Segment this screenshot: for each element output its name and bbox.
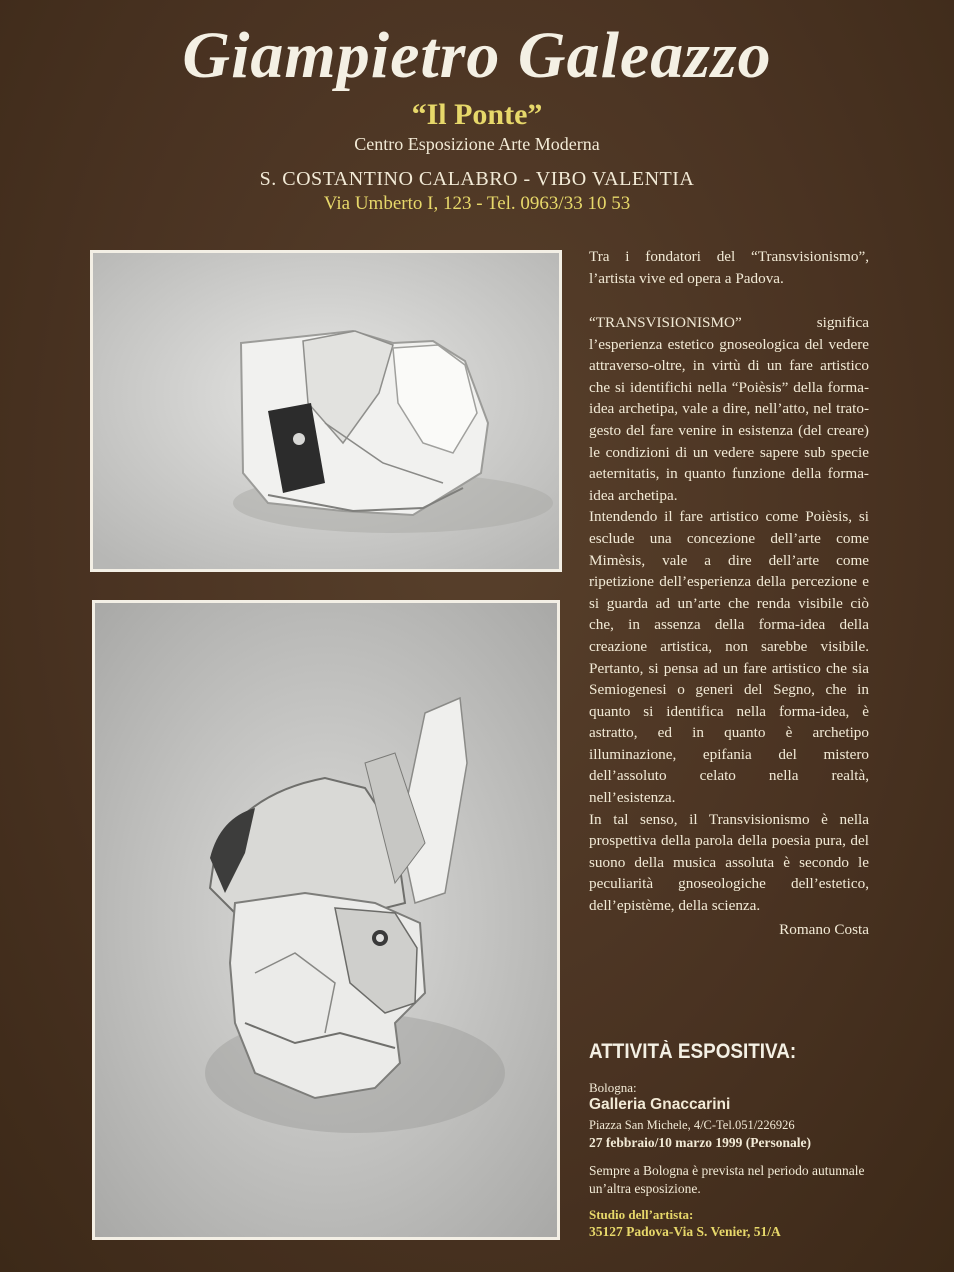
venue-address: Via Umberto I, 123 - Tel. 0963/33 10 53 [323,193,631,214]
exhibition-city: Bologna: [589,1080,637,1095]
studio-label: Studio dell’artista: [589,1207,694,1222]
exhibitions-heading: ATTIVITÀ ESPOSITIVA: [589,1040,797,1063]
artwork-photo-2 [92,600,560,1240]
artist-intro: Tra i fondatori del “Transvisionismo”, l’artista vive ed opera a Padova. [589,248,869,287]
essay-paragraph-1: “TRANSVISIONISMO” significa l’esperienza estetico gnoseologica del vedere attraverso-oltre, in virtù di un fare artistico che si identifichi nella “Poièsis” della forma-idea archetipa, vale a dire, nell’atto, nel trato-gesto del fare venire in esistenza (del creare) le condizioni di un vedere sapere sub specie aeternitatis, in quanto funzione della forma-idea archetipa. [589,314,869,504]
essay-author: Romano Costa [779,920,869,938]
artwork-photo-1 [90,250,562,572]
essay-paragraph-3: In tal senso, il Transvisionismo è nella prospettiva della parola della poesia pura, del suono della musica assoluta è secondo le peculiarità gnoseologiche dell’estetico, dell’epistème, della scienza. [589,810,869,915]
venue-city: S. COSTANTINO CALABRO - VIBO VALENTIA [259,168,695,190]
essay [589,312,869,940]
exhibition-gallery-address: Piazza San Michele, 4/C-Tel.051/226926 [589,1118,795,1132]
venue-subtitle: Centro Esposizione Arte Moderna [354,134,600,154]
exhibition-note: Sempre a Bologna è prevista nel periodo autunnale un’altra esposizione. [589,1163,865,1196]
exhibition-gallery: Galleria Gnaccarini [589,1096,731,1113]
exhibition-dates: 27 febbraio/10 marzo 1999 (Personale) [589,1135,811,1150]
artist-title: Giampietro Galeazzo [182,19,772,92]
venue-name: “Il Ponte” [411,98,543,131]
essay-paragraph-2: Intendendo il fare artistico come Poièsis, si esclude una concezione dell’arte come Mimèsis, vale a dire dell’arte come ripetizione dell’esperienza della percezione e si guarda ad un’arte che renda visibile ciò che, in assenza della forma-idea della creazione artistica, non sarebbe visibile. Pertanto, si pensa ad un fare artistico che sia Semiogenesi o generi del Segno, che in quanto si identifica nella forma-idea, è astratto, ed in quanto è archetipo illuminazione, epifania del mistero dell’assoluto celato nella realtà, nell’esistenza. [589,508,869,807]
studio-address: 35127 Padova-Via S. Venier, 51/A [589,1224,781,1239]
